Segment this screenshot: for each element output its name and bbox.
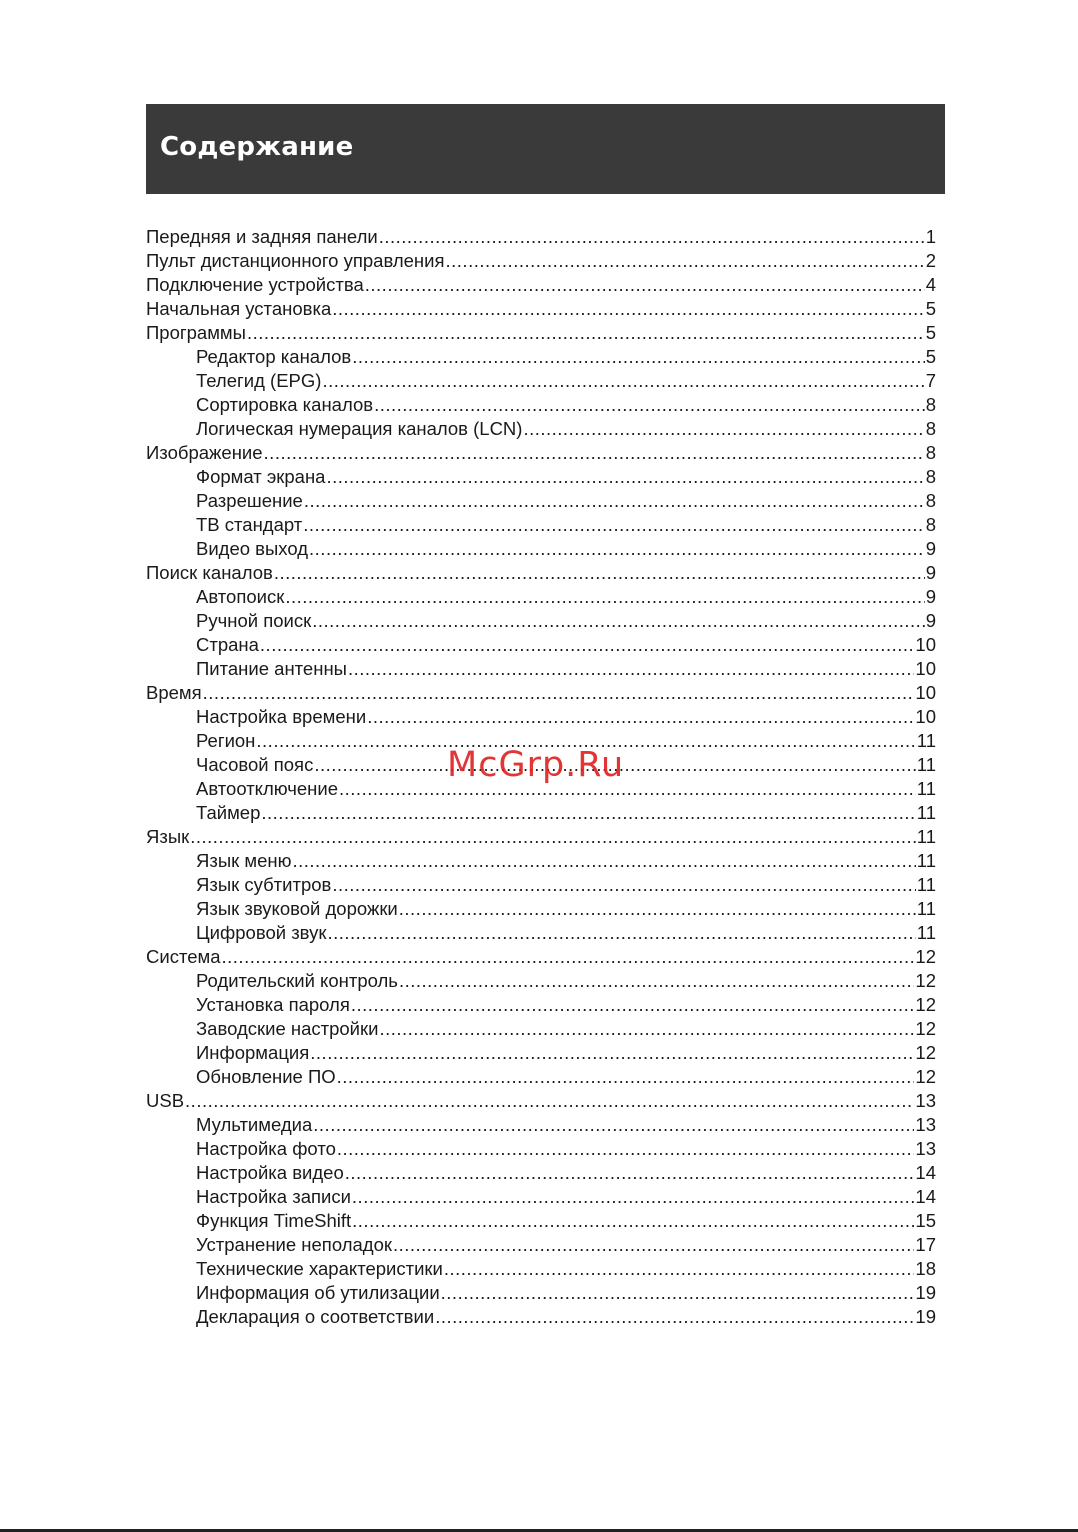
toc-entry-label: Мультимедиа	[196, 1114, 313, 1135]
toc-entry-label: Язык звуковой дорожки	[196, 898, 398, 919]
toc-dot-leader	[261, 802, 915, 824]
toc-entry-label: ТВ стандарт	[196, 514, 303, 535]
toc-entry-label: Программы	[146, 322, 246, 343]
toc-page-number: 1	[925, 226, 936, 247]
toc-page-number: 8	[925, 394, 936, 415]
toc-dot-leader	[304, 490, 925, 512]
toc-page-number: 12	[915, 1018, 936, 1039]
toc-page-number: 8	[925, 466, 936, 487]
toc-page-number: 14	[915, 1162, 936, 1183]
toc-entry[interactable]	[146, 440, 936, 464]
toc-entry-label: Часовой пояс	[196, 754, 314, 775]
toc-dot-leader	[247, 322, 925, 344]
toc-entry-label: Информация	[196, 1042, 310, 1063]
toc-entry[interactable]	[146, 824, 936, 848]
watermark: McGrp.Ru	[447, 745, 625, 785]
toc-subentry[interactable]	[146, 1016, 936, 1040]
toc-subentry[interactable]	[146, 1304, 936, 1328]
toc-dot-leader	[327, 922, 915, 944]
toc-page-number: 11	[916, 730, 936, 751]
toc-entry[interactable]	[146, 1088, 936, 1112]
toc-entry[interactable]	[146, 296, 936, 320]
toc-subentry[interactable]	[146, 1064, 936, 1088]
toc-entry-label: Логическая нумерация каналов (LCN)	[196, 418, 523, 439]
toc-entry-label: Язык субтитров	[196, 874, 332, 895]
toc-dot-leader	[393, 1234, 914, 1256]
toc-page-number: 10	[915, 682, 936, 703]
toc-entry-label: Таймер	[196, 802, 261, 823]
toc-page-number: 5	[925, 346, 936, 367]
toc-entry-label: Время	[146, 682, 202, 703]
toc-dot-leader	[367, 706, 914, 728]
toc-page-number: 19	[915, 1306, 936, 1327]
toc-subentry[interactable]	[146, 488, 936, 512]
toc-entry-label: Питание антенны	[196, 658, 347, 679]
toc-entry-label: Автоотключение	[196, 778, 339, 799]
toc-subentry[interactable]	[146, 656, 936, 680]
toc-page-number: 9	[925, 562, 936, 583]
toc-dot-leader	[435, 1306, 914, 1328]
toc-subentry[interactable]	[146, 416, 936, 440]
toc-subentry[interactable]	[146, 392, 936, 416]
toc-entry-label: Информация об утилизации	[196, 1282, 440, 1303]
toc-entry-label: Настройка видео	[196, 1162, 344, 1183]
toc-entry-label: Язык меню	[196, 850, 292, 871]
toc-entry-label: USB	[146, 1090, 185, 1111]
toc-entry-label: Декларация о соответствии	[196, 1306, 435, 1327]
toc-page-number: 4	[925, 274, 936, 295]
toc-page-number: 8	[925, 418, 936, 439]
toc-page-number: 5	[925, 298, 936, 319]
toc-entry[interactable]	[146, 224, 936, 248]
toc-page-number: 10	[915, 634, 936, 655]
toc-dot-leader	[352, 346, 925, 368]
toc-subentry[interactable]	[146, 1040, 936, 1064]
toc-dot-leader	[352, 1186, 915, 1208]
toc-page-number: 9	[925, 610, 936, 631]
toc-dot-leader	[313, 1114, 914, 1136]
toc-dot-leader	[332, 298, 924, 320]
toc-dot-leader	[345, 1162, 915, 1184]
toc-entry-label: Страна	[196, 634, 259, 655]
toc-entry[interactable]	[146, 680, 936, 704]
toc-entry-label: Устранение неполадок	[196, 1234, 392, 1255]
toc-entry-label: Система	[146, 946, 221, 967]
toc-page-number: 15	[915, 1210, 936, 1231]
toc-dot-leader	[264, 442, 925, 464]
toc-dot-leader	[339, 778, 916, 800]
toc-dot-leader	[274, 562, 925, 584]
toc-subentry[interactable]	[146, 800, 936, 824]
toc-page-number: 12	[915, 970, 936, 991]
toc-subentry[interactable]	[146, 920, 936, 944]
toc-entry-label: Функция TimeShift	[196, 1210, 352, 1231]
toc-entry-label: Изображение	[146, 442, 263, 463]
toc-page-number: 11	[916, 850, 936, 871]
toc-dot-leader	[203, 682, 915, 704]
toc-page-number: 5	[925, 322, 936, 343]
toc-subentry[interactable]	[146, 512, 936, 536]
toc-entry-label: Настройка записи	[196, 1186, 351, 1207]
toc-entry-label: Разрешение	[196, 490, 303, 511]
toc-page-number: 13	[915, 1138, 936, 1159]
toc-dot-leader	[222, 946, 915, 968]
toc-dot-leader	[399, 970, 914, 992]
toc-entry-label: Подключение устройства	[146, 274, 364, 295]
toc-entry-label: Язык	[146, 826, 190, 847]
toc-page-number: 13	[915, 1114, 936, 1135]
toc-page-number: 8	[925, 514, 936, 535]
toc-subentry[interactable]	[146, 1136, 936, 1160]
toc-page-number: 7	[925, 370, 936, 391]
toc-page-number: 17	[915, 1234, 936, 1255]
toc-subentry[interactable]	[146, 632, 936, 656]
toc-entry[interactable]	[146, 272, 936, 296]
toc-subentry[interactable]	[146, 872, 936, 896]
toc-dot-leader	[309, 538, 925, 560]
toc-subentry[interactable]	[146, 1184, 936, 1208]
toc-entry-label: Формат экрана	[196, 466, 326, 487]
toc-page-number: 12	[915, 994, 936, 1015]
toc-page-number: 11	[916, 874, 936, 895]
toc-page-number: 11	[916, 778, 936, 799]
toc-subentry[interactable]	[146, 1280, 936, 1304]
toc-dot-leader	[444, 1258, 915, 1280]
toc-page-number: 11	[916, 802, 936, 823]
toc-page-number: 2	[925, 250, 936, 271]
toc-dot-leader	[292, 850, 915, 872]
toc-entry[interactable]	[146, 320, 936, 344]
toc-dot-leader	[285, 586, 924, 608]
toc-dot-leader	[446, 250, 925, 272]
toc-subentry[interactable]	[146, 1112, 936, 1136]
toc-entry-label: Родительский контроль	[196, 970, 398, 991]
toc-entry-label: Заводские настройки	[196, 1018, 379, 1039]
toc-page-number: 11	[916, 898, 936, 919]
toc-entry-label: Пульт дистанционного управления	[146, 250, 445, 271]
toc-entry[interactable]	[146, 944, 936, 968]
toc-entry-label: Автопоиск	[196, 586, 285, 607]
toc-page-number: 12	[915, 1066, 936, 1087]
toc-page-number: 8	[925, 442, 936, 463]
toc-subentry[interactable]	[146, 992, 936, 1016]
toc-entry-label: Поиск каналов	[146, 562, 273, 583]
toc-entry[interactable]	[146, 248, 936, 272]
toc-entry-label: Установка пароля	[196, 994, 350, 1015]
toc-entry-label: Редактор каналов	[196, 346, 352, 367]
toc-dot-leader	[332, 874, 915, 896]
toc-subentry[interactable]	[146, 848, 936, 872]
toc-subentry[interactable]	[146, 1208, 936, 1232]
toc-entry-label: Видео выход	[196, 538, 309, 559]
toc-dot-leader	[185, 1090, 914, 1112]
toc-entry-label: Телегид (EPG)	[196, 370, 322, 391]
toc-dot-leader	[310, 1042, 914, 1064]
toc-subentry[interactable]	[146, 608, 936, 632]
toc-dot-leader	[337, 1138, 915, 1160]
toc-entry-label: Передняя и задняя панели	[146, 226, 378, 247]
toc-entry-label: Цифровой звук	[196, 922, 327, 943]
toc-dot-leader	[379, 1018, 914, 1040]
toc-dot-leader	[365, 274, 925, 296]
toc-dot-leader	[379, 226, 925, 248]
toc-subentry[interactable]	[146, 1256, 936, 1280]
toc-entry-label: Начальная установка	[146, 298, 332, 319]
toc-entry-label: Настройка времени	[196, 706, 367, 727]
toc-entry-label: Обновление ПО	[196, 1066, 336, 1087]
toc-entry-label: Регион	[196, 730, 256, 751]
toc-dot-leader	[190, 826, 916, 848]
toc-subentry[interactable]	[146, 704, 936, 728]
toc-page-number: 8	[925, 490, 936, 511]
toc-subentry[interactable]	[146, 464, 936, 488]
toc-dot-leader	[348, 658, 914, 680]
toc-dot-leader	[337, 1066, 915, 1088]
toc-dot-leader	[303, 514, 924, 536]
toc-page-number: 12	[915, 1042, 936, 1063]
toc-subentry[interactable]	[146, 1232, 936, 1256]
toc-subentry[interactable]	[146, 536, 936, 560]
toc-page-number: 18	[915, 1258, 936, 1279]
toc-entry-label: Ручной поиск	[196, 610, 312, 631]
toc-page-number: 11	[916, 922, 936, 943]
toc-dot-leader	[326, 466, 924, 488]
toc-page-number: 12	[915, 946, 936, 967]
toc-dot-leader	[351, 994, 915, 1016]
page-title: Содержание	[160, 132, 354, 162]
toc-subentry[interactable]	[146, 1160, 936, 1184]
toc-dot-leader	[322, 370, 924, 392]
toc-page-number: 13	[915, 1090, 936, 1111]
toc-dot-leader	[441, 1282, 915, 1304]
toc-subentry[interactable]	[146, 896, 936, 920]
toc-page-number: 10	[915, 706, 936, 727]
toc-entry-label: Сортировка каналов	[196, 394, 374, 415]
toc-subentry[interactable]	[146, 344, 936, 368]
header-bar	[146, 104, 945, 194]
toc-page-number: 14	[915, 1186, 936, 1207]
toc-page-number: 10	[915, 658, 936, 679]
toc-dot-leader	[374, 394, 925, 416]
toc-entry-label: Настройка фото	[196, 1138, 336, 1159]
toc-dot-leader	[312, 610, 925, 632]
toc-dot-leader	[399, 898, 916, 920]
toc-entry[interactable]	[146, 560, 936, 584]
toc-subentry[interactable]	[146, 368, 936, 392]
toc-page-number: 11	[916, 754, 936, 775]
toc-dot-leader	[523, 418, 924, 440]
toc-dot-leader	[260, 634, 915, 656]
toc-subentry[interactable]	[146, 584, 936, 608]
toc-entry-label: Технические характеристики	[196, 1258, 443, 1279]
toc-page-number: 11	[916, 826, 936, 847]
toc-subentry[interactable]	[146, 968, 936, 992]
toc-page-number: 9	[925, 586, 936, 607]
toc-page-number: 9	[925, 538, 936, 559]
toc-dot-leader	[352, 1210, 914, 1232]
toc-page-number: 19	[915, 1282, 936, 1303]
